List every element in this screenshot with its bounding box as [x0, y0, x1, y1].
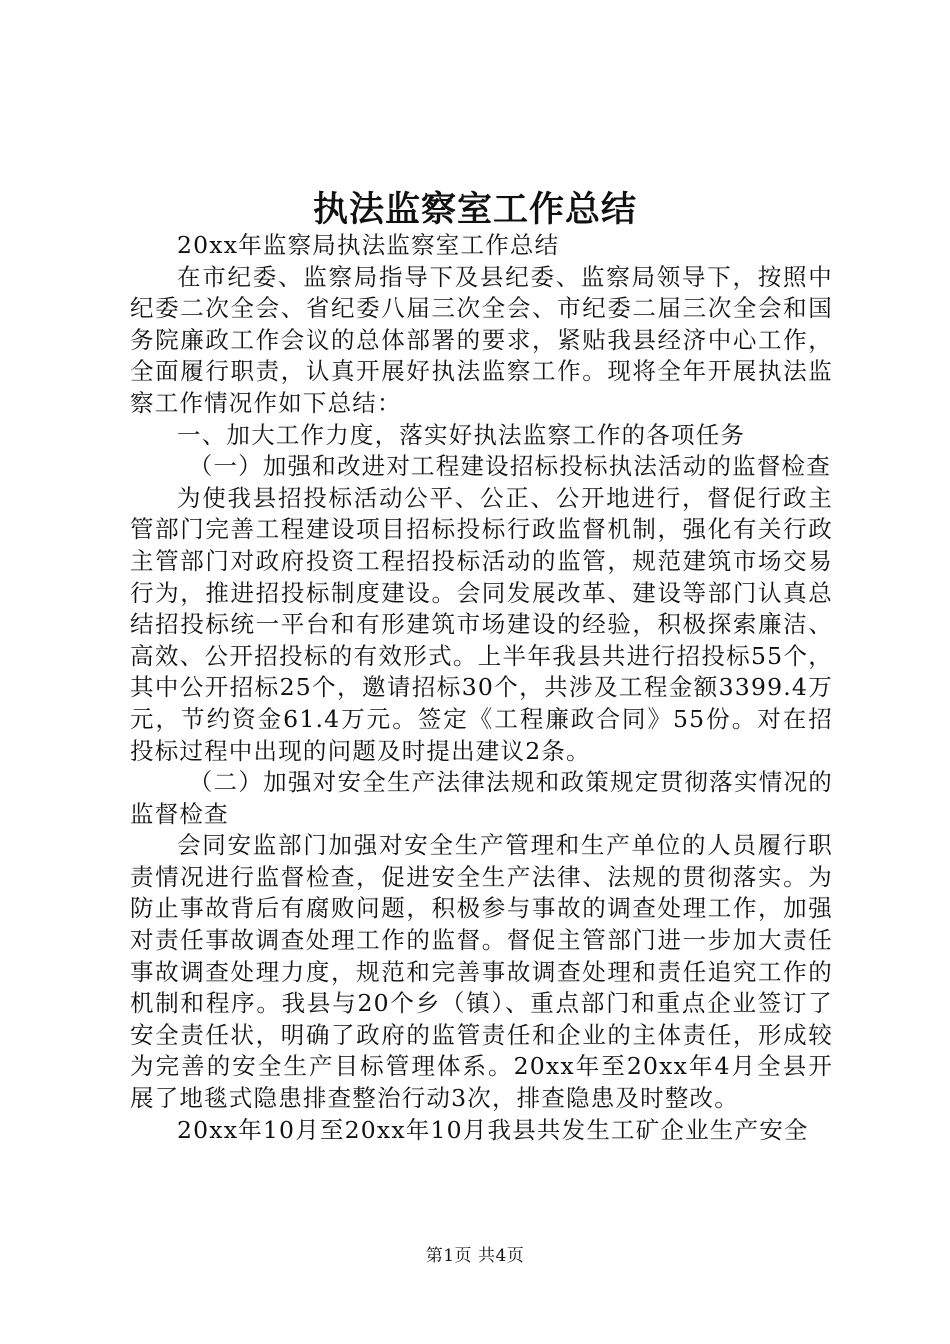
- subsection-heading-1: （一）加强和改进对工程建设招标投标执法活动的监督检查: [188, 452, 831, 481]
- paragraph-continued: 20xx年10月至20xx年10月我县共发生工矿企业生产安全: [177, 1115, 809, 1144]
- paragraph-safety: 会同安监部门加强对安全生产管理和生产单位的人员履行职责情况进行监督检查，促进安全生产法律、法规的贯彻落实。为防止事故背后有腐败问题，积极参与事故的调查处理工作，加强对责任事故调查处理工作的监督。督促主管部门进一步加大责任事故调查处理力度，规范和完善事故调查处理和责任追究工作的机制和程序。我县与20个乡（镇）、重点部门和重点企业签订了安全责任状，明确了政府的监管责任和企业的主体责任，形成较为完善的安全生产目标管理体系。20xx年至20xx年4月全县开展了地毯式隐患排查整治行动3次，排查隐患及时整改。: [130, 831, 833, 1113]
- page-footer: 第1页 共4页: [425, 1246, 525, 1266]
- subsection-heading-2: （二）加强对安全生产法律法规和政策规定贯彻落实情况的监督检查: [130, 768, 833, 828]
- section-heading-1: 一、加大工作力度，落实好执法监察工作的各项任务: [177, 420, 746, 449]
- paragraph-bidding: 为使我县招投标活动公平、公正、公开地进行，督促行政主管部门完善工程建设项目招标投标行政监督机制，强化有关行政主管部门对政府投资工程招投标活动的监管，规范建筑市场交易行为，推进招投标制度建设。会同发展改革、建设等部门认真总结招投标统一平台和有形建筑市场建设的经验，积极探索廉洁、高效、公开招投标的有效形式。上半年我县共进行招投标55个，其中公开招标25个，邀请招标30个，共涉及工程金额3399.4万元，节约资金61.4万元。签定《工程廉政合同》55份。对在招投标过程中出现的问题及时提出建议2条。: [130, 483, 833, 765]
- paragraph-intro: 在市纪委、监察局指导下及县纪委、监察局领导下，按照中纪委二次全会、省纪委八届三次全会、市纪委二届三次全会和国务院廉政工作会议的总体部署的要求，紧贴我县经济中心工作，全面履行职责，认真开展好执法监察工作。现将全年开展执法监察工作情况作如下总结：: [130, 262, 833, 417]
- document-title: 执法监察室工作总结: [312, 189, 637, 230]
- document-body: [130, 230, 833, 1146]
- paragraph-heading-line: 20xx年监察局执法监察室工作总结: [177, 231, 560, 259]
